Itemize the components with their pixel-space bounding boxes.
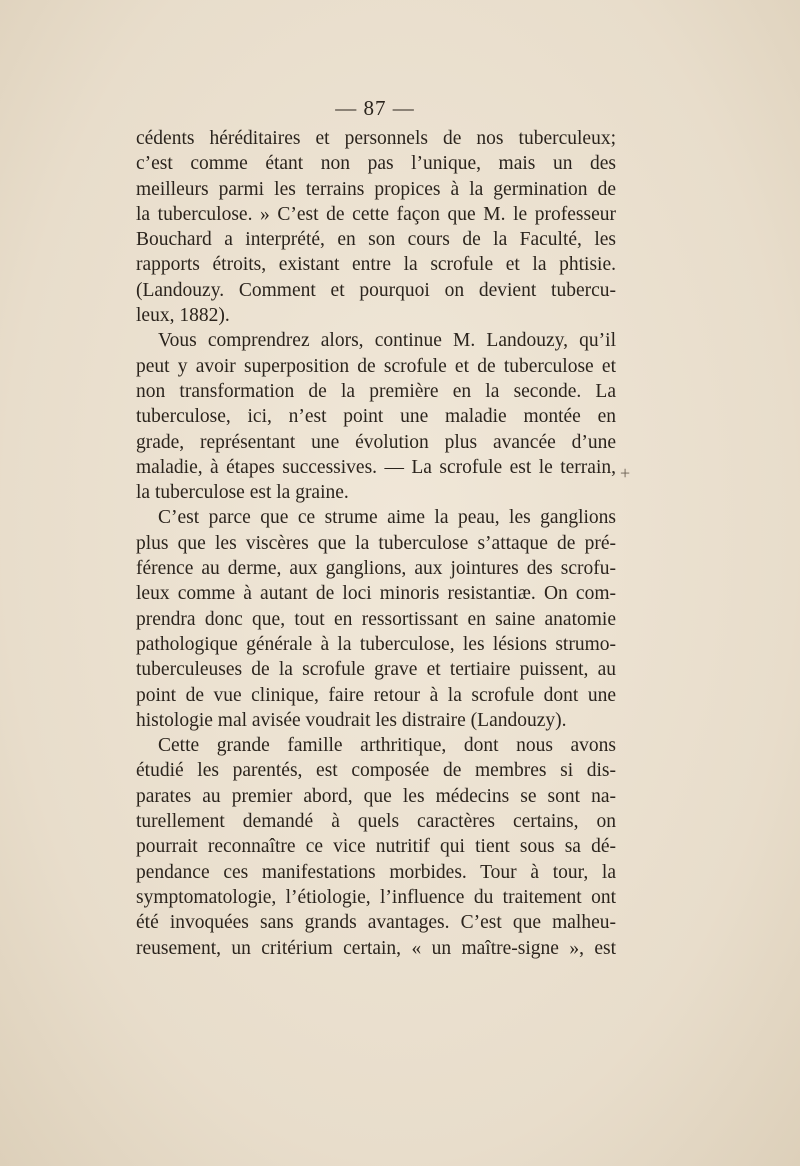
text-line: plus que les viscères que la tuberculose s’attaque de pré- (136, 532, 616, 554)
text-line: pourrait reconnaître ce vice nutritif qui tient sous sa dé- (136, 836, 616, 858)
text-line: tuberculose, ici, n’est point une maladie montée en (136, 406, 616, 428)
text-line: leux, 1882). (136, 305, 230, 327)
text-line: turellement demandé à quels caractères certains, on (136, 811, 616, 833)
text-line: rapports étroits, existant entre la scrofule et la phtisie. (136, 254, 616, 276)
text-line: c’est comme étant non pas l’unique, mais un des (136, 153, 616, 175)
text-line: meilleurs parmi les terrains propices à la germination de (136, 178, 616, 200)
text-line: grade, représentant une évolution plus avancée d’une (136, 431, 616, 453)
text-line: C’est parce que ce strume aime la peau, les ganglions (158, 507, 616, 529)
text-line: Cette grande famille arthritique, dont nous avons (158, 735, 616, 757)
text-line: tuberculeuses de la scrofule grave et tertiaire puissent, au (136, 659, 616, 681)
text-line: peut y avoir superposition de scrofule et de tuberculose et (136, 355, 616, 377)
text-line: étudié les parentés, est composée de membres si dis- (136, 760, 616, 782)
text-line: pathologique générale à la tuberculose, les lésions strumo- (136, 633, 616, 655)
text-line: Vous comprendrez alors, continue M. Landouzy, qu’il (158, 330, 616, 352)
text-line: histologie mal avisée voudrait les distraire (Landouzy). (136, 709, 567, 731)
text-line: été invoquées sans grands avantages. C’est que malheu- (136, 912, 616, 934)
margin-annotation: + (620, 463, 631, 483)
text-line: maladie, à étapes successives. — La scrofule est le terrain, (136, 456, 616, 478)
text-line: férence au derme, aux ganglions, aux jointures des scrofu- (136, 558, 616, 580)
text-line: reusement, un critérium certain, « un maître-signe », est (136, 937, 616, 959)
text-line: point de vue clinique, faire retour à la scrofule dont une (136, 684, 616, 706)
text-line: Bouchard a interprété, en son cours de la Faculté, les (136, 229, 616, 251)
text-line: prendra donc que, tout en ressortissant en saine anatomie (136, 608, 616, 630)
text-line: pendance ces manifestations morbides. Tour à tour, la (136, 861, 616, 883)
text-line: la tuberculose. » C’est de cette façon que M. le professeur (136, 203, 616, 225)
text-line: symptomatologie, l’étiologie, l’influence du traitement ont (136, 886, 616, 908)
text-line: non transformation de la première en la seconde. La (136, 380, 616, 402)
text-line: (Landouzy. Comment et pourquoi on devient tubercu- (136, 279, 616, 301)
text-line: cédents héréditaires et personnels de nos tuberculeux; (136, 128, 616, 149)
text-line: la tuberculose est la graine. (136, 482, 349, 504)
body-text (136, 126, 616, 961)
page-number: — 87 — (335, 96, 415, 120)
text-line: leux comme à autant de loci minoris resistantiæ. On com- (136, 583, 616, 605)
text-line: parates au premier abord, que les médecins se sont na- (136, 785, 616, 807)
